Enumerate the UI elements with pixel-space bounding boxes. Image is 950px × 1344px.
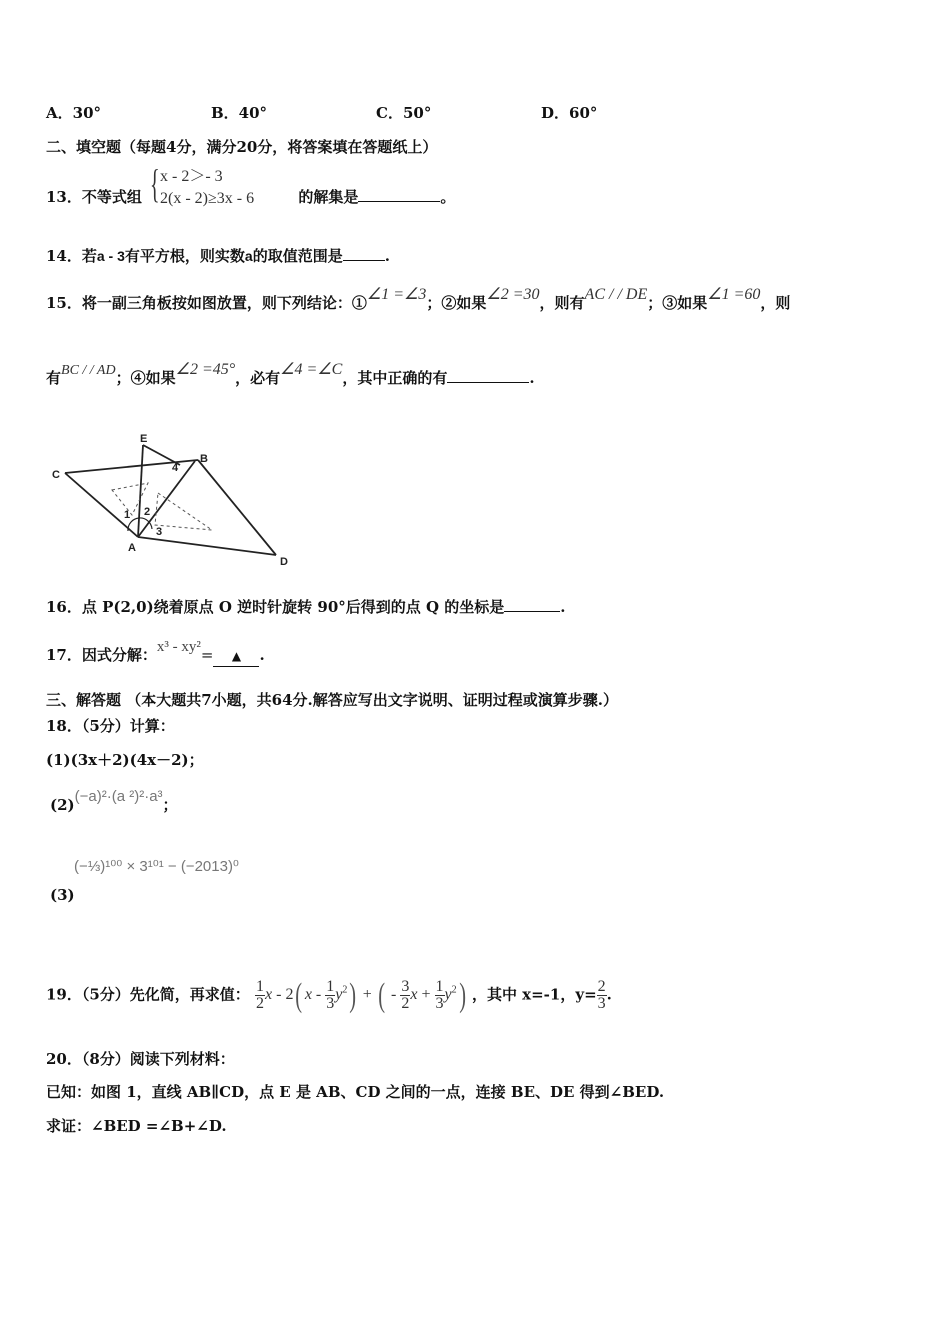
q14-answer-blank bbox=[343, 260, 385, 261]
triangle-figure bbox=[40, 425, 300, 575]
q15-answer-blank bbox=[447, 382, 529, 383]
q13-ineq2: 2(x - 2)≥3x - 6 bbox=[160, 190, 255, 207]
dashed-triangle-right bbox=[155, 493, 212, 530]
q19-expression: $\frac{1}{2}$ x - 2( x - $\frac{1}{3}$ $y^2$) + ( - $\frac{3}{2}$ x + $\frac{1}{3}$ $y^2$) bbox=[255, 986, 472, 1003]
q15-line1 bbox=[46, 286, 791, 314]
label-c: C bbox=[52, 469, 60, 481]
option-c: C．50° bbox=[376, 104, 432, 122]
q15-m2: ∠2 =30 bbox=[486, 286, 540, 303]
q15-prefix: 15．将一副三角板按如图放置，则下列结论：① bbox=[46, 294, 367, 312]
q19 bbox=[46, 968, 612, 1019]
q18-p2-end: ； bbox=[162, 796, 178, 814]
q17-end: . bbox=[259, 646, 265, 664]
q17-expr: x³ - xy² bbox=[156, 639, 201, 655]
q13-suffix: 的解集是 bbox=[298, 188, 359, 206]
q15-m6: ∠2 =45° bbox=[175, 361, 236, 378]
q13-brace-icon: { bbox=[150, 161, 160, 206]
q18-p2-label: (2) bbox=[50, 796, 75, 814]
q13-prefix: 13．不等式组 bbox=[46, 188, 142, 206]
q13-ineq1: x - 2＞- 3 bbox=[160, 168, 223, 185]
section3-heading: 三、解答题 （本大题共7小题，共64分.解答应写出文字说明、证明过程或演算步骤.） bbox=[46, 691, 618, 709]
label-a: A bbox=[128, 542, 136, 554]
q14-expr: a - 3 bbox=[96, 248, 125, 264]
q17 bbox=[46, 639, 265, 667]
q14-middle: 有平方根，则实数 bbox=[124, 247, 245, 265]
q19-condition: ，其中 x=-1，y= bbox=[471, 985, 597, 1004]
q20-given: 已知：如图 1，直线 AB∥CD，点 E 是 AB、CD 之间的一点，连接 BE、DE 得到∠BED. bbox=[46, 1083, 665, 1101]
q17-answer-blank: ▲ bbox=[213, 646, 259, 667]
q13-end: 。 bbox=[440, 188, 456, 206]
q16-answer-blank bbox=[504, 611, 560, 612]
q16 bbox=[46, 597, 566, 617]
q19-paren-close2: ) bbox=[458, 976, 466, 1014]
q15-t6: ；④如果 bbox=[115, 369, 176, 387]
q19-paren-close: ) bbox=[349, 976, 357, 1014]
option-a: A．30° bbox=[46, 104, 102, 122]
q19-y-frac bbox=[597, 979, 607, 1012]
q15-t4: ；③如果 bbox=[647, 294, 708, 312]
label-e: E bbox=[140, 433, 148, 445]
q19-frac-a: $\frac{1}{2}$ bbox=[256, 978, 265, 1013]
q17-eq: = bbox=[200, 646, 214, 664]
label-4: 4 bbox=[172, 462, 179, 474]
line-ad bbox=[138, 537, 276, 555]
label-2: 2 bbox=[144, 506, 151, 518]
q18-p3-label: (3) bbox=[50, 886, 75, 904]
line-ab bbox=[138, 461, 195, 537]
q19-frac-b: $\frac{1}{3}$ bbox=[326, 978, 335, 1013]
line-bd bbox=[198, 460, 276, 555]
q15-m7: ∠4 =∠C bbox=[280, 361, 343, 378]
section2-heading: 二、填空题（每题4分，满分20分，将答案填在答题纸上） bbox=[46, 138, 438, 156]
q19-y-den: 3 bbox=[597, 994, 606, 1012]
q15-m5: BC / / AD bbox=[61, 363, 116, 378]
q18-p3-expr: (−⅓)¹⁰⁰ × 3¹⁰¹ − (−2013)⁰ bbox=[74, 858, 239, 875]
q14 bbox=[46, 246, 390, 266]
q19-paren-open2: ( bbox=[377, 976, 385, 1014]
q18-p2-expr: (−a)²·(a ²)²·a³ bbox=[74, 788, 163, 805]
q15-m3: AC / / DE bbox=[584, 286, 648, 303]
q14-var: a bbox=[244, 248, 253, 264]
q19-paren-open: ( bbox=[295, 976, 303, 1014]
q16-text: 16．点 P(2,0)绕着原点 O 逆时针旋转 90°后得到的点 Q 的坐标是 bbox=[46, 598, 505, 616]
q18-part1: (1)(3x＋2)(4x－2)； bbox=[46, 751, 204, 769]
q15-t8: ，其中正确的有 bbox=[342, 369, 448, 387]
q15-end: . bbox=[529, 369, 535, 387]
q15-t3: ，则有 bbox=[539, 294, 585, 312]
q19-y-num: 2 bbox=[597, 977, 606, 995]
q13-answer-blank bbox=[358, 201, 440, 202]
option-d: D．60° bbox=[541, 104, 598, 122]
q15-t7: ，必有 bbox=[235, 369, 281, 387]
q15-l2a: 有 bbox=[46, 369, 62, 387]
q19-frac-d: $\frac{1}{3}$ bbox=[435, 978, 444, 1013]
label-3: 3 bbox=[156, 526, 163, 538]
q19-frac-c: $\frac{3}{2}$ bbox=[401, 978, 410, 1013]
q15-line2 bbox=[46, 361, 535, 390]
q17-prefix: 17．因式分解： bbox=[46, 646, 157, 664]
q14-prefix: 14．若 bbox=[46, 247, 97, 265]
q15-t5: ，则 bbox=[760, 294, 791, 312]
q15-m1: ∠1 =∠3 bbox=[366, 286, 427, 303]
label-1: 1 bbox=[124, 509, 131, 521]
q19-end: . bbox=[606, 985, 612, 1004]
q16-end: . bbox=[560, 598, 566, 616]
q15-m4: ∠1 =60 bbox=[707, 286, 761, 303]
q14-end: . bbox=[384, 247, 390, 265]
option-b: B．40° bbox=[211, 104, 268, 122]
q14-suffix: 的取值范围是 bbox=[252, 247, 343, 265]
q20-title: 20．（8分）阅读下列材料： bbox=[46, 1050, 235, 1068]
label-d: D bbox=[280, 556, 288, 568]
q15-t2: ；②如果 bbox=[426, 294, 487, 312]
label-b: B bbox=[200, 453, 208, 465]
q19-prefix: 19．（5分）先化简，再求值： bbox=[46, 985, 250, 1004]
q18-title: 18．（5分）计算： bbox=[46, 717, 175, 735]
q20-prove: 求证：∠BED =∠B+∠D. bbox=[46, 1117, 227, 1135]
q18-part2 bbox=[50, 788, 178, 816]
line-ca bbox=[65, 473, 138, 537]
line-ea bbox=[138, 445, 143, 537]
